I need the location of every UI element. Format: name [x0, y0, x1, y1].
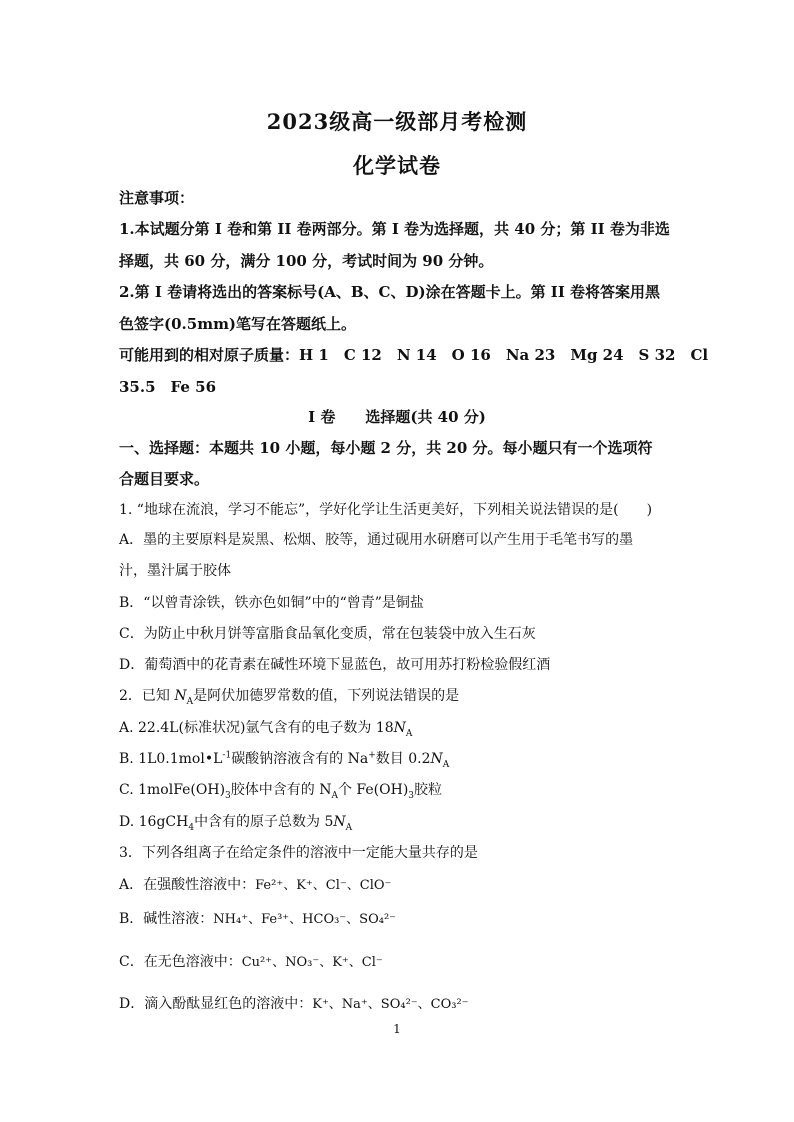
question-3-option-a [119, 875, 391, 896]
question-2-option-b [119, 749, 449, 769]
question-1-option-b: B．“以曾青涂铁，铁亦色如铜”中的“曾青”是铜盐 [119, 595, 424, 611]
q2-b-text-3: 数目 0.2 [375, 751, 431, 767]
q2-c-text-4: 胶粒 [414, 782, 443, 798]
atomic-mass-line-1: 可能用到的相对原子质量：H 1 C 12 N 14 O 16 Na 23 Mg 24 S 32 Cl [119, 346, 709, 364]
section-intro-line-1: 一、选择题：本题共 10 小题，每小题 2 分，共 20 分。每小题只有一个选项符 [119, 439, 653, 457]
question-2-option-a [119, 718, 412, 738]
q2-a-text: A. 22.4L(标准状况)氩气含有的电子数为 18 [119, 720, 394, 736]
q2-stem-sub: A [186, 696, 194, 707]
q2-d-sub-1: 4 [188, 822, 195, 833]
question-1-option-d: D．葡萄酒中的花青素在碱性环境下显蓝色，故可用苏打粉检验假红酒 [119, 657, 551, 673]
question-3-option-b [119, 909, 396, 930]
notice-heading: 注意事项： [119, 189, 195, 207]
q3-b-ions: NH₄⁺、Fe³⁺、HCO₃⁻、SO₄²⁻ [213, 912, 397, 927]
q2-b-sub: A [442, 759, 450, 770]
q2-d-sub: A [345, 822, 353, 833]
notice-item-1-line-1: 1.本试题分第 I 卷和第 II 卷两部分。第 I 卷为选择题，共 40 分；第 II 卷为非选 [119, 220, 670, 238]
q2-b-sup-2: + [368, 750, 376, 761]
atomic-mass-line-2: 35.5 Fe 56 [119, 378, 217, 396]
q2-b-text-1: B. 1L0.1mol•L [119, 751, 223, 767]
q2-c-text-2: 胶体中含有的 N [230, 782, 332, 798]
q2-d-text-1: D. 16gCH [119, 814, 189, 830]
q2-c-text-1: C. 1molFe(OH) [119, 782, 226, 798]
question-3-option-c [119, 952, 383, 973]
q3-d-ions: K⁺、Na⁺、SO₄²⁻、CO₃²⁻ [312, 997, 469, 1012]
q2-stem-post: 是阿伏加德罗常数的值，下列说法错误的是 [193, 688, 460, 704]
q2-stem-pre: 2．已知 [119, 688, 175, 704]
exam-title: 2023级高一级部月考检测 [266, 109, 528, 134]
q2-d-text-2: 中含有的原子总数为 5 [194, 814, 334, 830]
question-1-option-c: C．为防止中秋月饼等富脂食品氧化变质，常在包装袋中放入生石灰 [119, 626, 536, 642]
question-1-stem: 1. “地球在流浪，学习不能忘”，学好化学让生活更美好，下列相关说法错误的是( ) [119, 502, 653, 518]
question-2-stem [119, 686, 459, 706]
q2-b-n: N [430, 751, 443, 767]
q2-stem-na: N [174, 688, 187, 704]
notice-item-2-line-1: 2.第 I 卷请将选出的答案标号(A、B、C、D)涂在答题卡上。第 II 卷将答案用黑 [119, 283, 661, 301]
notice-item-2-line-2: 色签字(0.5mm)笔写在答题纸上。 [119, 315, 357, 333]
section-title: I 卷 选择题(共 40 分) [308, 408, 486, 426]
q2-d-n: N [333, 814, 346, 830]
q2-a-sub: A [405, 728, 413, 739]
section-intro-line-2: 合题目要求。 [119, 470, 210, 488]
q3-b-pre: B．碱性溶液： [119, 911, 214, 927]
q3-a-ions: Fe²⁺、K⁺、Cl⁻、ClO⁻ [255, 878, 392, 893]
q3-d-pre: D．滴入酚酞显红色的溶液中： [119, 996, 313, 1012]
q3-c-ions: Cu²⁺、NO₃⁻、K⁺、Cl⁻ [241, 955, 383, 970]
question-1-option-a-line-1: A．墨的主要原料是炭黑、松烟、胶等，通过砚用水研磨可以产生用于毛笔书写的墨 [119, 532, 634, 548]
q2-b-sup: -1 [222, 750, 232, 761]
q2-c-sub-2: A [331, 790, 338, 801]
question-2-option-c [119, 780, 442, 800]
q3-c-pre: C．在无色溶液中： [119, 954, 242, 970]
question-3-stem: 3．下列各组离子在给定条件的溶液中一定能大量共存的是 [119, 845, 478, 861]
question-3-option-d [119, 994, 469, 1015]
q2-c-text-3: 个 Fe(OH) [337, 782, 409, 798]
exam-subtitle: 化学试卷 [353, 153, 441, 178]
q3-a-pre: A．在强酸性溶液中： [119, 877, 256, 893]
page-number: 1 [393, 1022, 401, 1036]
question-2-option-d [119, 812, 352, 832]
q2-b-text-2: 碳酸钠溶液含有的 Na [231, 751, 369, 767]
q2-a-n: N [393, 720, 406, 736]
q2-c-sub-3: 3 [408, 790, 415, 801]
question-1-option-a-line-2: 汁，墨汁属于胶体 [119, 563, 231, 579]
notice-item-1-line-2: 择题，共 60 分，满分 100 分，考试时间为 90 分钟。 [119, 252, 494, 270]
q2-c-sub-1: 3 [225, 790, 231, 801]
